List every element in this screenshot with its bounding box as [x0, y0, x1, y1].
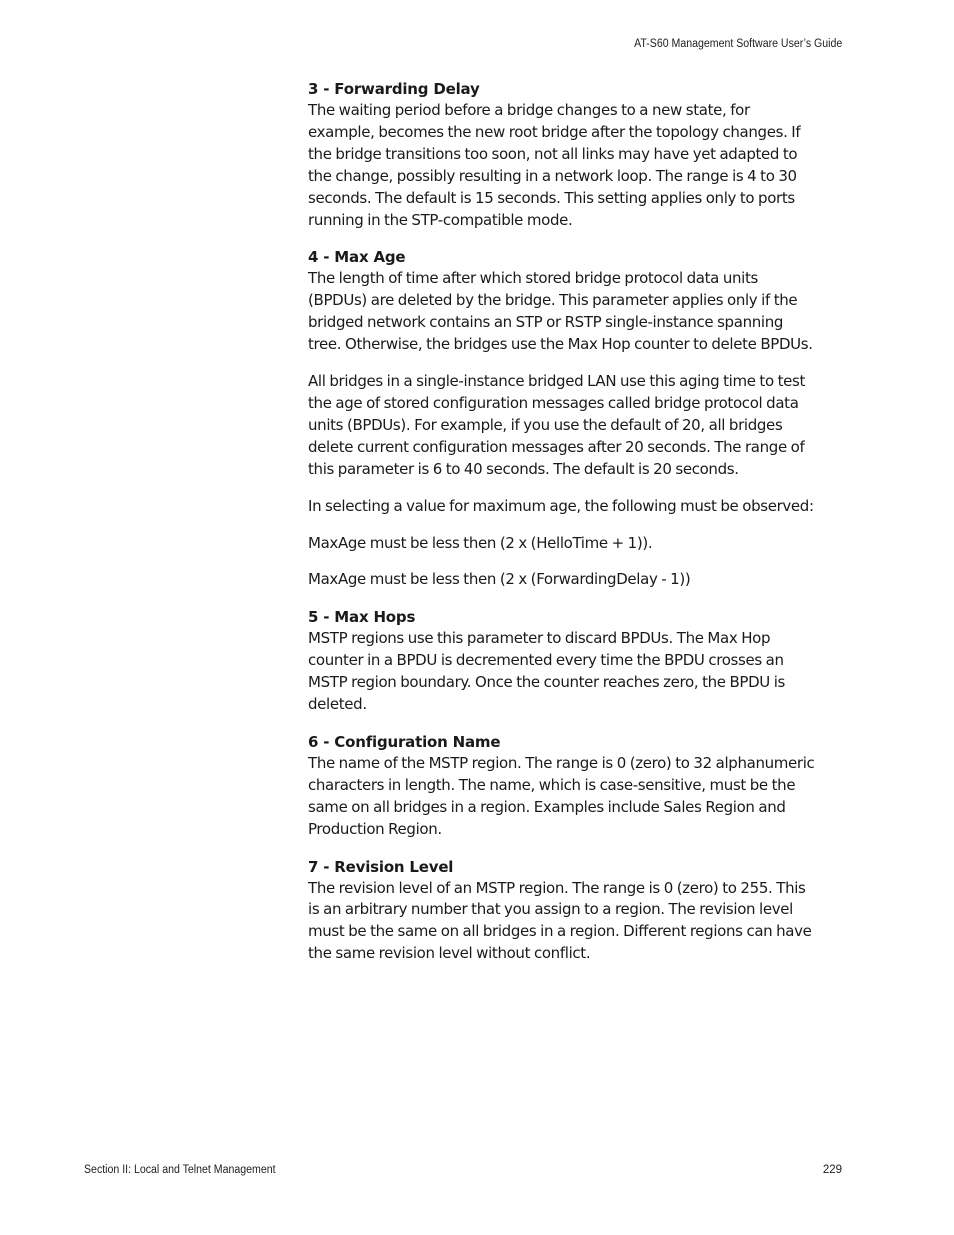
paragraph: The revision level of an MSTP region. The range is 0 (zero) to 255. This is an arbitrary number that you assign to a region. The revision level must be the same on all bridges in a region. Different regions can have the same revision level without conflict. [308, 878, 812, 963]
paragraph: MaxAge must be less then (2 x (HelloTime + 1)). [308, 533, 653, 552]
section-title: 4 - Max Age [308, 248, 406, 267]
page-number: 229 [822, 1164, 842, 1176]
section-revision-level [308, 856, 820, 966]
paragraph: In selecting a value for maximum age, the following must be observed: [308, 496, 814, 515]
paragraph: All bridges in a single-instance bridged LAN use this aging time to test the age of stored configuration messages called bridge protocol data units (BPDUs). For example, if you use the default of 20, all bridges delete current configuration messages after 20 seconds. The range of this parameter is 6 to 40 seconds. The default is 20 seconds. [308, 372, 806, 478]
section-max-hops [308, 606, 820, 716]
section-title: 3 - Forwarding Delay [308, 80, 480, 98]
footer-section-label: Section II: Local and Telnet Management [84, 1164, 276, 1176]
paragraph: The name of the MSTP region. The range is 0 (zero) to 32 alphanumeric characters in length. The name, which is case-sensitive, must be the same on all bridges in a region. Examples include Sales Region and Production Region. [308, 753, 815, 838]
section-configuration-name [308, 731, 820, 841]
document-body [308, 78, 820, 980]
paragraph: MaxAge must be less then (2 x (ForwardingDelay - 1)) [308, 570, 691, 589]
section-title: 5 - Max Hops [308, 608, 416, 627]
section-forwarding-delay [308, 78, 820, 231]
section-title: 6 - Configuration Name [308, 732, 501, 751]
section-max-age [308, 246, 820, 591]
running-header: AT-S60 Management Software User’s Guide [633, 38, 842, 50]
paragraph: MSTP regions use this parameter to discard BPDUs. The Max Hop counter in a BPDU is decremented every time the BPDU crosses an MSTP region boundary. Once the counter reaches zero, the BPDU is deleted. [308, 629, 786, 714]
paragraph: The length of time after which stored bridge protocol data units (BPDUs) are deleted by the bridge. This parameter applies only if the bridged network contains an STP or RSTP single-instance spanning tree. Otherwise, the bridges use the Max Hop counter to delete BPDUs. [308, 269, 813, 354]
paragraph: The waiting period before a bridge changes to a new state, for example, becomes the new root bridge after the topology changes. If the bridge transitions too soon, not all links may have yet adapted to the change, possibly resulting in a network loop. The range is 4 to 30 seconds. The default is 15 seconds. This setting applies only to ports running in the STP-compatible mode. [308, 101, 801, 229]
section-title: 7 - Revision Level [308, 857, 454, 876]
